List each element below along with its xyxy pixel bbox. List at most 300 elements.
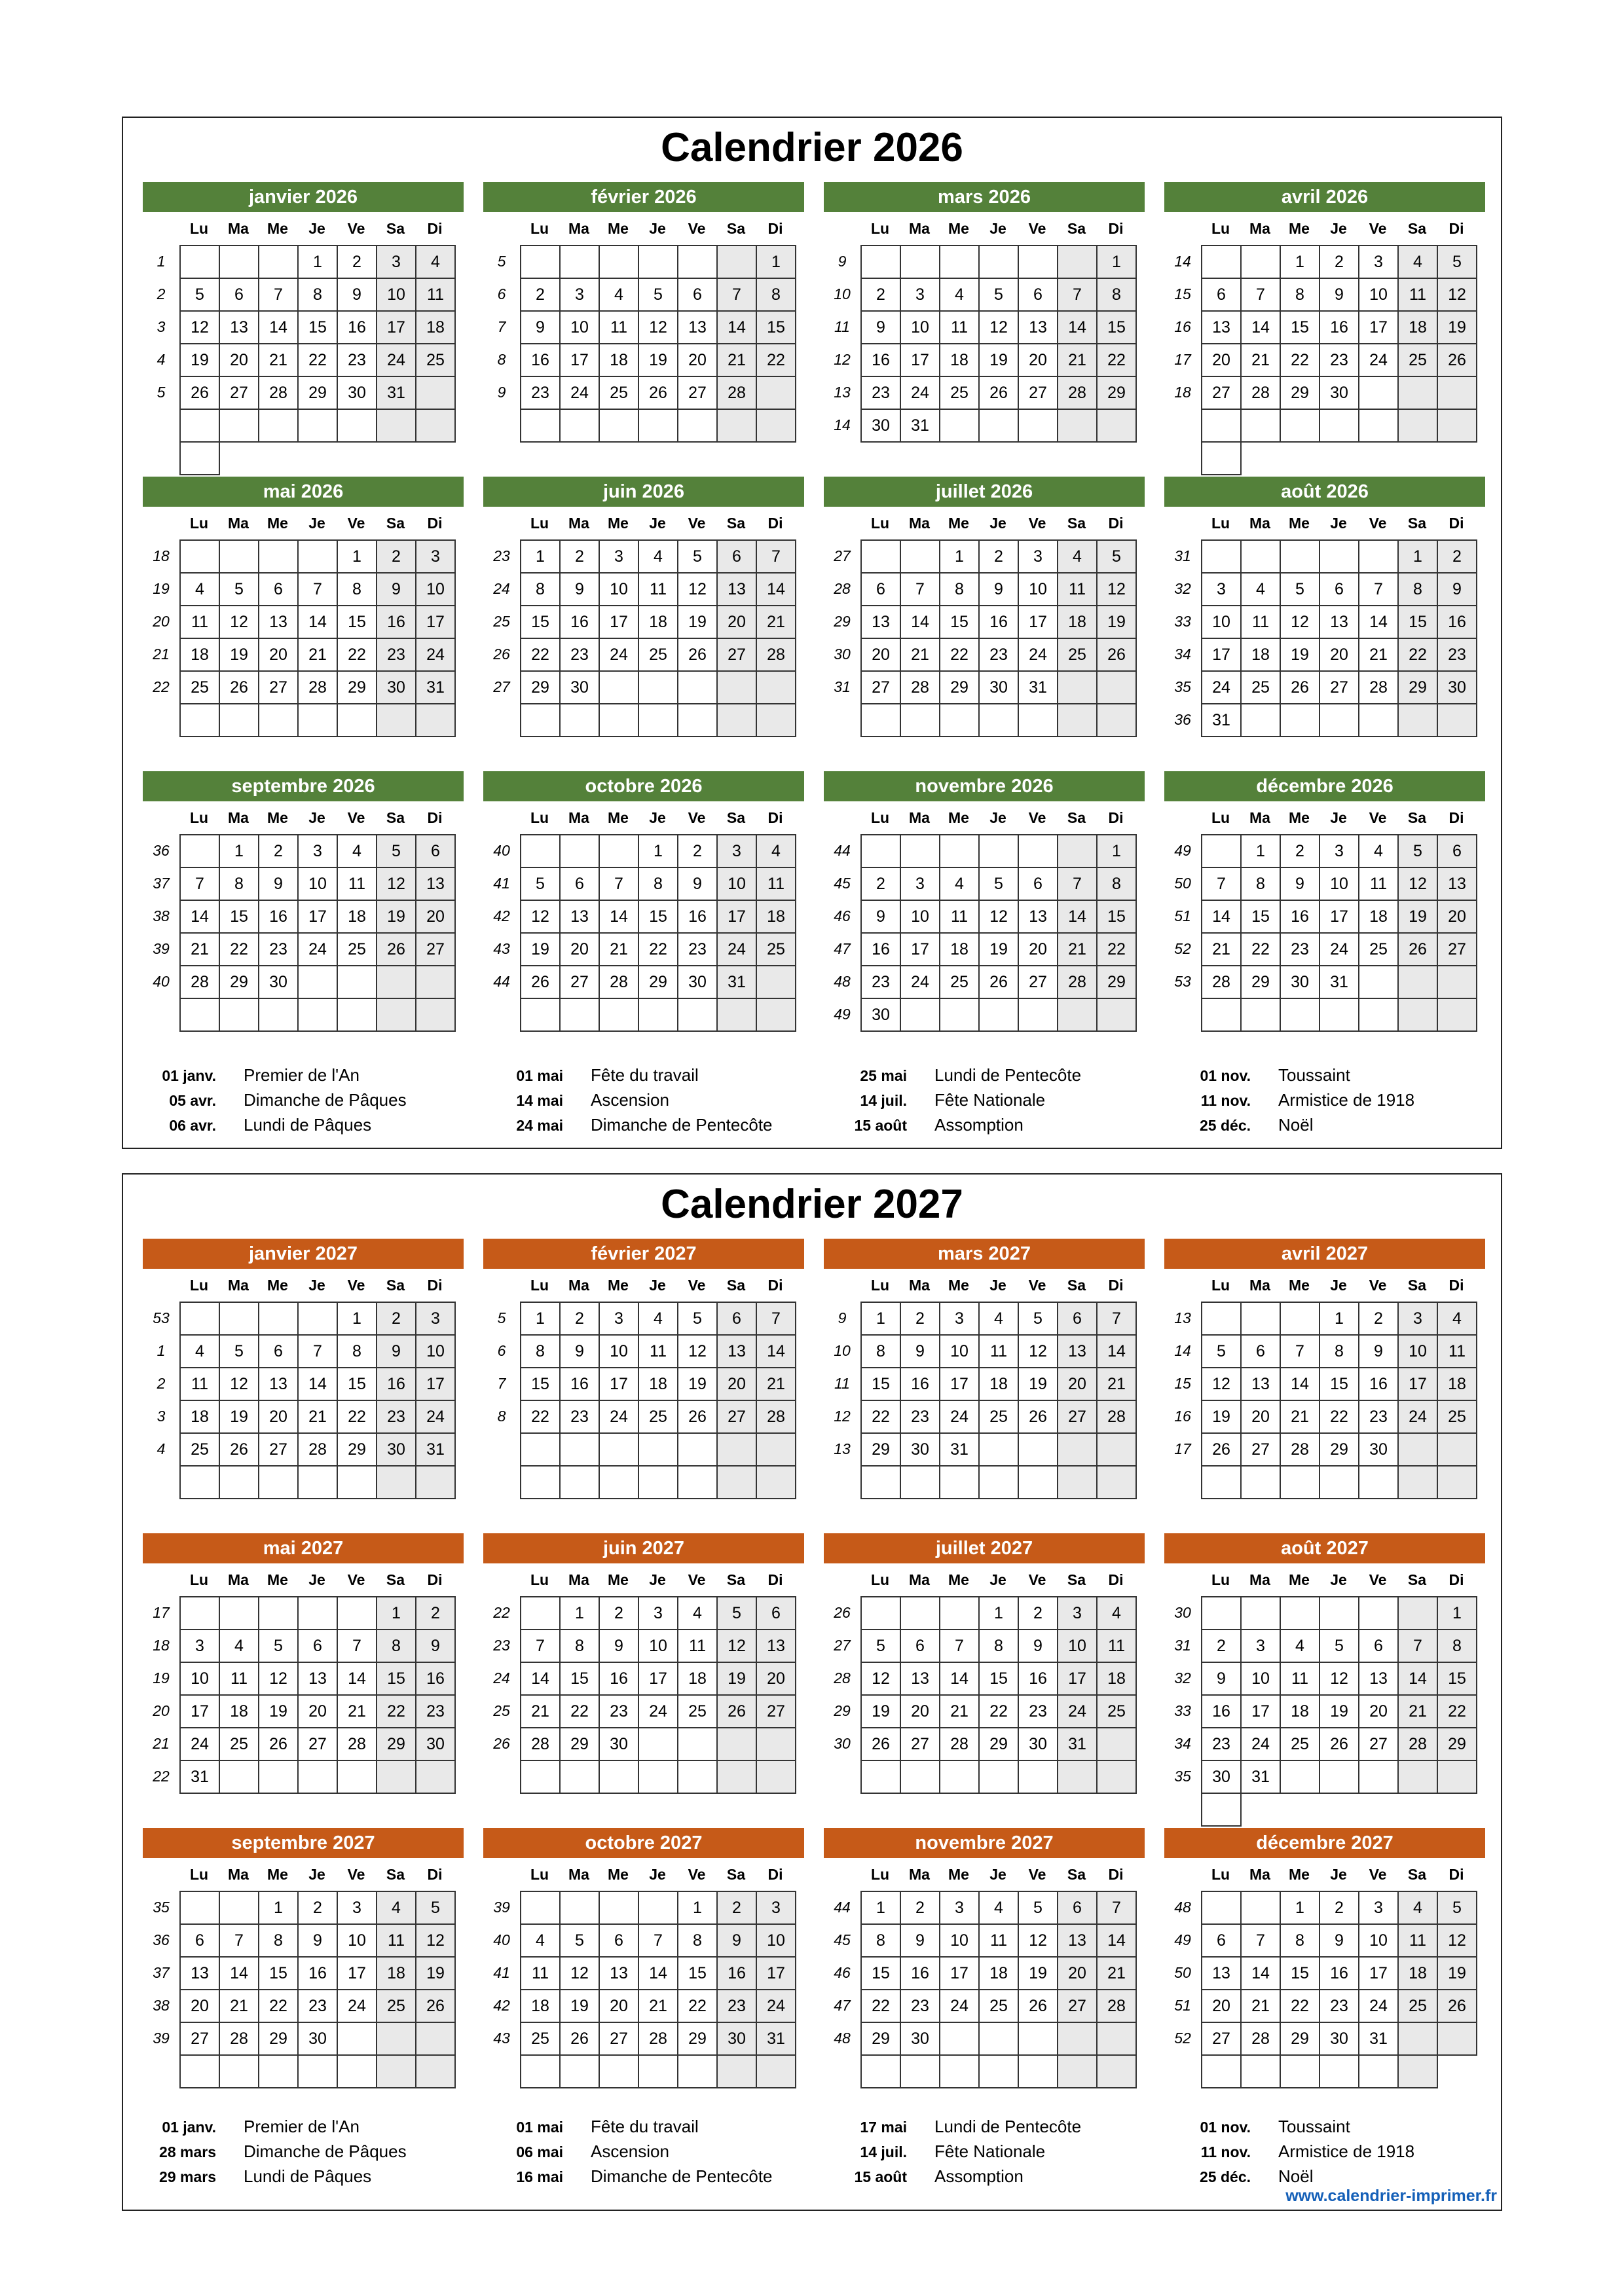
month-header: mai 2027 — [143, 1533, 464, 1563]
day-cell — [862, 246, 901, 279]
day-cell: 27 — [862, 672, 901, 704]
day-cell: 19 — [678, 606, 718, 639]
day-cell — [1438, 1434, 1477, 1467]
day-cell: 9 — [901, 1925, 940, 1958]
day-cell: 24 — [299, 934, 338, 966]
day-cell: 2 — [901, 1303, 940, 1336]
day-cell: 27 — [1242, 1434, 1281, 1467]
day-cell — [1320, 704, 1359, 737]
day-cell — [980, 835, 1019, 868]
day-cell: 16 — [980, 606, 1019, 639]
day-cell: 24 — [901, 966, 940, 999]
week-number: 51 — [1174, 1997, 1191, 2014]
day-cell: 15 — [220, 901, 259, 934]
day-cell — [1281, 1597, 1320, 1630]
week-number: 24 — [493, 1669, 510, 1686]
day-cell: 14 — [1242, 1958, 1281, 1990]
week-number: 49 — [1174, 1931, 1191, 1948]
month-header: juin 2026 — [483, 477, 804, 507]
day-cell: 13 — [1202, 312, 1242, 344]
day-cell — [1359, 541, 1399, 574]
day-cell: 12 — [416, 1925, 456, 1958]
day-grid — [860, 1302, 1137, 1499]
weekday-label: Sa — [1067, 809, 1086, 826]
day-cell — [1359, 966, 1399, 999]
day-cell — [181, 410, 220, 443]
day-grid — [1201, 1891, 1477, 2088]
day-cell: 5 — [1438, 1892, 1477, 1925]
week-numbers — [1164, 245, 1201, 475]
day-cell: 20 — [259, 639, 299, 672]
day-cell — [600, 704, 639, 737]
day-cell — [901, 246, 940, 279]
day-cell: 6 — [1359, 1630, 1399, 1663]
day-cell: 25 — [678, 1696, 718, 1728]
day-cell: 27 — [181, 2023, 220, 2056]
day-cell: 16 — [1019, 1663, 1058, 1696]
day-cell — [377, 1761, 416, 1794]
day-cell: 18 — [639, 1368, 678, 1401]
day-cell: 3 — [940, 1303, 980, 1336]
weekday-label: Me — [267, 1865, 288, 1883]
day-grid — [520, 539, 796, 737]
day-cell: 27 — [1019, 966, 1058, 999]
day-cell: 24 — [416, 1401, 456, 1434]
day-cell: 27 — [1202, 377, 1242, 410]
day-cell: 22 — [1281, 1990, 1320, 2023]
day-cell — [757, 377, 796, 410]
day-cell: 29 — [639, 966, 678, 999]
weekday-header-row — [143, 1858, 464, 1891]
day-cell — [521, 1434, 561, 1467]
month-header: janvier 2026 — [143, 182, 464, 212]
day-cell — [678, 1728, 718, 1761]
day-cell: 6 — [220, 279, 259, 312]
weekday-label: Ma — [228, 1276, 249, 1294]
day-cell: 9 — [1359, 1336, 1399, 1368]
week-number — [1164, 2054, 1201, 2087]
day-cell: 21 — [1399, 1696, 1438, 1728]
weekday-label: Me — [1289, 809, 1310, 826]
day-cell — [521, 704, 561, 737]
holiday-row — [814, 1087, 1154, 1112]
day-cell: 9 — [901, 1336, 940, 1368]
day-cell — [1359, 377, 1399, 410]
weekday-label: Ma — [1249, 514, 1270, 532]
week-number: 18 — [153, 547, 170, 564]
day-cell — [639, 246, 678, 279]
day-cell — [1098, 1467, 1137, 1499]
day-cell — [220, 246, 259, 279]
day-cell: 11 — [521, 1958, 561, 1990]
day-cell: 7 — [639, 1925, 678, 1958]
day-cell: 30 — [259, 966, 299, 999]
day-cell: 26 — [561, 2023, 600, 2056]
day-cell: 24 — [757, 1990, 796, 2023]
weekday-label: Je — [1330, 1276, 1347, 1294]
day-cell: 9 — [600, 1630, 639, 1663]
day-cell: 3 — [718, 835, 757, 868]
day-cell: 24 — [940, 1990, 980, 2023]
holiday-row — [1158, 2164, 1498, 2189]
day-cell — [1438, 1761, 1477, 1794]
day-cell: 16 — [862, 934, 901, 966]
day-grid — [179, 1891, 456, 2088]
day-cell: 21 — [338, 1696, 377, 1728]
day-cell — [1399, 999, 1438, 1032]
day-cell: 20 — [181, 1990, 220, 2023]
holiday-date: 01 nov. — [1200, 2119, 1251, 2136]
day-cell — [1399, 1597, 1438, 1630]
day-cell: 12 — [678, 574, 718, 606]
week-number: 49 — [834, 1006, 851, 1023]
day-cell: 14 — [757, 1336, 796, 1368]
day-cell — [1281, 2056, 1320, 2088]
week-number: 45 — [834, 1931, 851, 1948]
holiday-row — [1158, 1087, 1498, 1112]
day-cell: 9 — [980, 574, 1019, 606]
day-cell: 30 — [901, 1434, 940, 1467]
day-cell: 22 — [980, 1696, 1019, 1728]
day-cell: 20 — [299, 1696, 338, 1728]
day-cell: 26 — [1281, 672, 1320, 704]
holiday-name: Fête Nationale — [934, 2141, 1046, 2161]
day-cell — [678, 999, 718, 1032]
day-cell: 7 — [1098, 1892, 1137, 1925]
week-number: 26 — [493, 646, 510, 663]
month-block — [1164, 1828, 1485, 2088]
weekday-label: Me — [608, 219, 629, 237]
day-cell: 25 — [1399, 344, 1438, 377]
week-number — [143, 409, 179, 441]
week-number: 31 — [1174, 1637, 1191, 1654]
weekday-header-row — [483, 1269, 804, 1302]
day-cell: 16 — [678, 901, 718, 934]
day-grid — [520, 1891, 796, 2088]
day-cell: 14 — [1242, 312, 1281, 344]
day-cell: 23 — [718, 1990, 757, 2023]
day-cell: 17 — [416, 606, 456, 639]
day-cell — [1019, 2056, 1058, 2088]
day-cell: 26 — [377, 934, 416, 966]
weekday-header-row — [1164, 1858, 1485, 1891]
day-cell: 9 — [1320, 279, 1359, 312]
holiday-name: Ascension — [591, 2141, 669, 2161]
day-cell: 12 — [862, 1663, 901, 1696]
day-cell — [521, 2056, 561, 2088]
day-cell: 10 — [901, 312, 940, 344]
weekday-label: Ve — [347, 514, 365, 532]
weekday-label: Ma — [909, 809, 930, 826]
day-cell — [901, 1597, 940, 1630]
month-header: février 2027 — [483, 1239, 804, 1269]
day-cell: 14 — [757, 574, 796, 606]
day-cell — [718, 1467, 757, 1499]
day-cell — [561, 1892, 600, 1925]
weekday-header-row — [1164, 1563, 1485, 1596]
day-cell: 28 — [1281, 1434, 1320, 1467]
week-number: 36 — [153, 1931, 170, 1948]
day-cell: 12 — [1019, 1336, 1058, 1368]
day-grid — [179, 834, 456, 1032]
day-cell: 18 — [1438, 1368, 1477, 1401]
day-cell: 19 — [220, 1401, 259, 1434]
week-number: 16 — [1174, 1408, 1191, 1425]
day-cell — [299, 999, 338, 1032]
day-cell: 11 — [1098, 1630, 1137, 1663]
day-cell: 14 — [1359, 606, 1399, 639]
weekday-label: Sa — [1067, 514, 1086, 532]
day-cell — [1399, 2056, 1438, 2088]
week-numbers — [1164, 1302, 1201, 1499]
website-link[interactable]: www.calendrier-imprimer.fr — [1285, 2187, 1497, 2205]
weekday-label: Ve — [688, 219, 706, 237]
day-cell: 20 — [1202, 1990, 1242, 2023]
week-number: 27 — [834, 547, 851, 564]
week-number: 49 — [1174, 842, 1191, 859]
week-number: 23 — [493, 547, 510, 564]
day-cell — [521, 1467, 561, 1499]
weekday-label: Di — [767, 1865, 783, 1883]
day-cell: 12 — [1202, 1368, 1242, 1401]
day-cell — [980, 704, 1019, 737]
day-cell: 17 — [639, 1663, 678, 1696]
day-cell: 23 — [678, 934, 718, 966]
week-number: 32 — [1174, 1669, 1191, 1686]
day-cell: 7 — [521, 1630, 561, 1663]
day-cell: 27 — [718, 639, 757, 672]
day-cell: 16 — [1202, 1696, 1242, 1728]
day-cell: 5 — [259, 1630, 299, 1663]
day-cell — [338, 2023, 377, 2056]
day-cell: 26 — [1202, 1434, 1242, 1467]
weekday-label: Sa — [386, 514, 405, 532]
day-cell — [1098, 1728, 1137, 1761]
day-cell: 11 — [757, 868, 796, 901]
day-cell: 1 — [1438, 1597, 1477, 1630]
day-cell: 21 — [1202, 934, 1242, 966]
day-cell: 13 — [718, 1336, 757, 1368]
day-cell: 2 — [678, 835, 718, 868]
week-number: 1 — [157, 253, 166, 270]
day-cell: 11 — [1242, 606, 1281, 639]
day-cell — [259, 704, 299, 737]
day-cell: 25 — [181, 1434, 220, 1467]
weekday-label: Je — [649, 219, 666, 237]
holiday-name: Toussaint — [1278, 2117, 1350, 2136]
month-block — [1164, 1239, 1485, 1499]
holiday-date: 06 avr. — [169, 1117, 216, 1134]
weekday-label: Lu — [1211, 1571, 1230, 1588]
day-cell — [940, 704, 980, 737]
week-number: 15 — [1174, 285, 1191, 302]
holiday-row — [470, 2164, 811, 2189]
weekday-label: Sa — [1067, 1865, 1086, 1883]
day-cell — [377, 410, 416, 443]
week-number: 6 — [497, 285, 506, 302]
day-cell: 7 — [1058, 868, 1098, 901]
weekday-label: Ve — [688, 514, 706, 532]
weekday-label: Ve — [347, 1276, 365, 1294]
day-cell: 21 — [299, 639, 338, 672]
weekday-header-row — [483, 801, 804, 834]
week-number: 35 — [153, 1899, 170, 1916]
day-cell — [940, 2056, 980, 2088]
day-cell — [678, 1467, 718, 1499]
day-cell: 29 — [862, 2023, 901, 2056]
day-cell: 28 — [1399, 1728, 1438, 1761]
weekday-label: Di — [1108, 514, 1124, 532]
day-cell — [1320, 1597, 1359, 1630]
weekday-label: Di — [1449, 1571, 1464, 1588]
week-number: 39 — [153, 2030, 170, 2047]
day-cell: 5 — [1281, 574, 1320, 606]
month-header: juillet 2027 — [824, 1533, 1145, 1563]
day-cell — [600, 1434, 639, 1467]
day-cell: 10 — [338, 1925, 377, 1958]
weekday-label: Sa — [726, 1276, 746, 1294]
day-cell: 21 — [757, 1368, 796, 1401]
weekday-label: Di — [1449, 514, 1464, 532]
holiday-column — [470, 2114, 811, 2189]
day-cell: 28 — [718, 377, 757, 410]
day-cell: 17 — [416, 1368, 456, 1401]
week-number: 35 — [1174, 1768, 1191, 1785]
week-number: 48 — [1174, 1899, 1191, 1916]
day-cell — [377, 2056, 416, 2088]
day-cell: 8 — [1438, 1630, 1477, 1663]
day-cell — [1202, 2056, 1242, 2088]
day-cell: 20 — [678, 344, 718, 377]
day-cell: 23 — [561, 1401, 600, 1434]
holiday-name: Fête du travail — [591, 2117, 699, 2136]
day-cell: 7 — [299, 1336, 338, 1368]
day-cell — [1098, 1434, 1137, 1467]
day-cell — [1359, 1761, 1399, 1794]
weekday-label: Sa — [1407, 1276, 1427, 1294]
day-cell: 12 — [259, 1663, 299, 1696]
day-cell: 30 — [678, 966, 718, 999]
day-cell: 24 — [940, 1401, 980, 1434]
day-cell — [600, 1761, 639, 1794]
day-cell: 14 — [338, 1663, 377, 1696]
day-cell: 16 — [901, 1368, 940, 1401]
day-cell: 10 — [1242, 1663, 1281, 1696]
day-cell: 19 — [416, 1958, 456, 1990]
day-cell: 25 — [940, 966, 980, 999]
day-cell: 24 — [1359, 344, 1399, 377]
month-block — [824, 182, 1145, 443]
day-cell: 30 — [377, 1434, 416, 1467]
day-cell — [1320, 999, 1359, 1032]
day-cell — [940, 1467, 980, 1499]
holiday-name: Ascension — [591, 1090, 669, 1110]
holiday-date: 01 mai — [516, 1067, 563, 1084]
day-cell: 1 — [1320, 1303, 1359, 1336]
day-cell: 18 — [220, 1696, 259, 1728]
day-cell: 15 — [1438, 1663, 1477, 1696]
day-cell: 16 — [901, 1958, 940, 1990]
day-cell: 5 — [980, 868, 1019, 901]
day-cell: 24 — [1058, 1696, 1098, 1728]
day-cell: 18 — [940, 934, 980, 966]
day-cell: 7 — [338, 1630, 377, 1663]
day-cell — [259, 541, 299, 574]
week-number: 9 — [497, 384, 506, 401]
week-number: 48 — [834, 2030, 851, 2047]
weekday-label: Ve — [347, 1571, 365, 1588]
day-cell: 10 — [299, 868, 338, 901]
day-cell: 3 — [639, 1597, 678, 1630]
day-cell: 21 — [1242, 1990, 1281, 2023]
day-cell: 22 — [1320, 1401, 1359, 1434]
day-cell: 31 — [718, 966, 757, 999]
day-cell: 2 — [600, 1597, 639, 1630]
day-cell: 10 — [940, 1925, 980, 1958]
day-cell: 7 — [1242, 1925, 1281, 1958]
day-cell: 26 — [220, 1434, 259, 1467]
day-cell: 1 — [757, 246, 796, 279]
day-cell: 27 — [416, 934, 456, 966]
day-cell: 3 — [1359, 1892, 1399, 1925]
holiday-row — [814, 2139, 1154, 2164]
day-cell — [377, 999, 416, 1032]
day-cell: 2 — [1281, 835, 1320, 868]
day-cell — [338, 1467, 377, 1499]
day-cell: 12 — [1281, 606, 1320, 639]
day-cell: 4 — [220, 1630, 259, 1663]
day-cell — [1359, 1467, 1399, 1499]
day-cell: 18 — [757, 901, 796, 934]
week-number — [483, 1465, 520, 1498]
day-cell: 5 — [1320, 1630, 1359, 1663]
weekday-label: Di — [1108, 809, 1124, 826]
weekday-header-row — [824, 212, 1145, 245]
day-cell — [259, 999, 299, 1032]
day-cell: 17 — [901, 934, 940, 966]
weekday-label: Ve — [347, 219, 365, 237]
day-cell: 14 — [259, 312, 299, 344]
day-cell: 11 — [600, 312, 639, 344]
day-cell: 15 — [338, 1368, 377, 1401]
day-cell — [416, 966, 456, 999]
day-cell: 2 — [299, 1892, 338, 1925]
day-cell: 2 — [862, 868, 901, 901]
day-cell — [259, 246, 299, 279]
week-number: 7 — [497, 318, 506, 335]
month-header: janvier 2027 — [143, 1239, 464, 1269]
week-number: 14 — [1174, 1342, 1191, 1359]
day-cell: 19 — [1281, 639, 1320, 672]
day-cell: 21 — [639, 1990, 678, 2023]
day-cell: 4 — [980, 1892, 1019, 1925]
day-cell — [1019, 1467, 1058, 1499]
day-cell — [1320, 541, 1359, 574]
day-cell — [639, 704, 678, 737]
week-number: 36 — [153, 842, 170, 859]
day-cell: 6 — [1242, 1336, 1281, 1368]
day-cell: 1 — [1098, 246, 1137, 279]
day-cell: 30 — [862, 999, 901, 1032]
weekday-label: Sa — [386, 1865, 405, 1883]
weekday-header-row — [824, 801, 1145, 834]
day-cell: 23 — [521, 377, 561, 410]
day-cell: 20 — [1019, 934, 1058, 966]
week-number: 28 — [834, 580, 851, 597]
day-cell: 20 — [757, 1663, 796, 1696]
holiday-row — [1158, 1112, 1498, 1137]
holiday-name: Fête Nationale — [934, 1090, 1046, 1110]
